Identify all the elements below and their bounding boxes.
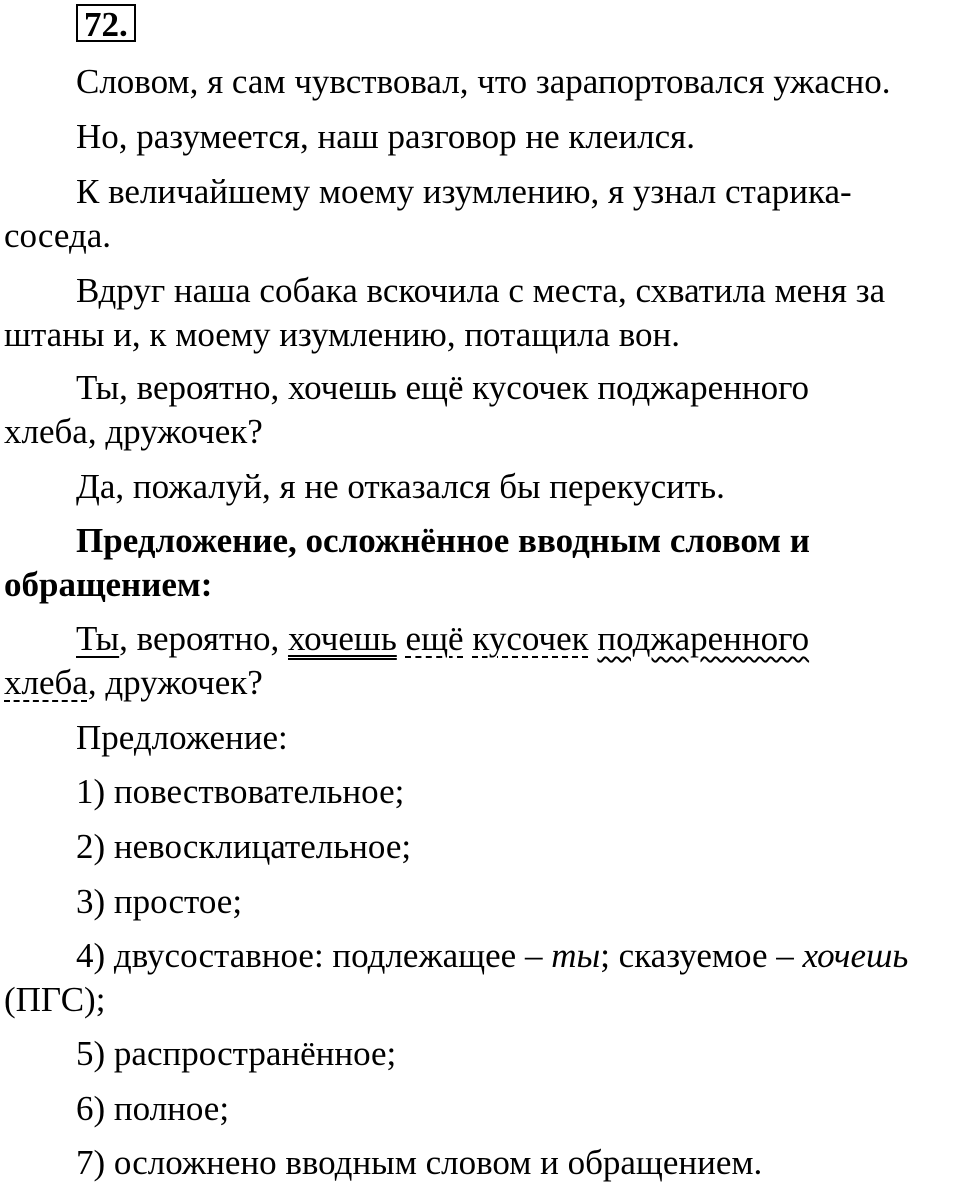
analysis-item-5: 5) распространённое; xyxy=(76,1034,397,1073)
analyzed-sentence xyxy=(4,617,884,705)
section-heading: Предложение, осложнённое вводным словом и обращением: xyxy=(4,521,810,604)
sentence-1: Словом, я сам чувствовал, что зарапортовался ужасно. xyxy=(76,62,891,101)
sentence-5: Ты, вероятно, хочешь ещё кусочек поджаренного хлеба, дружочек? xyxy=(4,368,810,451)
item4-text-a: 4) двусоставное: подлежащее – xyxy=(76,936,552,975)
sentence-4: Вдруг наша собака вскочила с места, схватила меня за штаны и, к моему изумлению, потащила вон. xyxy=(4,271,886,354)
object-word: кусочек xyxy=(472,619,589,658)
exercise-number: 72. xyxy=(76,4,136,42)
item4-text-b: ; сказуемое – xyxy=(600,936,803,975)
object-word-2: хлеба xyxy=(4,663,88,702)
analysis-item-6: 6) полное; xyxy=(76,1089,230,1128)
item4-text-c: (ПГС); xyxy=(4,980,106,1019)
subject-word: Ты xyxy=(76,619,120,658)
analysis-item-1: 1) повествовательное; xyxy=(76,772,405,811)
sentence-3: К величайшему моему изумлению, я узнал старика-соседа. xyxy=(4,172,852,255)
analyzed-text-1: , вероятно, xyxy=(119,619,288,658)
attribute-word: поджаренного xyxy=(597,619,810,658)
sentence-6: Да, пожалуй, я не отказался бы перекусить. xyxy=(76,467,725,506)
modifier-word: ещё xyxy=(405,619,464,658)
analyzed-text-2: , дружочек? xyxy=(87,663,263,702)
analysis-intro: Предложение: xyxy=(76,718,288,757)
analysis-item-7: 7) осложнено вводным словом и обращением. xyxy=(76,1143,763,1182)
item4-subject: ты xyxy=(551,936,601,975)
analysis-item-4 xyxy=(4,934,956,1022)
analysis-item-2: 2) невосклицательное; xyxy=(76,827,412,866)
analysis-item-3: 3) простое; xyxy=(76,882,243,921)
sentence-2: Но, разумеется, наш разговор не клеился. xyxy=(76,117,695,156)
item4-predicate: хочешь xyxy=(802,936,909,975)
predicate-word: хочешь xyxy=(287,619,397,658)
